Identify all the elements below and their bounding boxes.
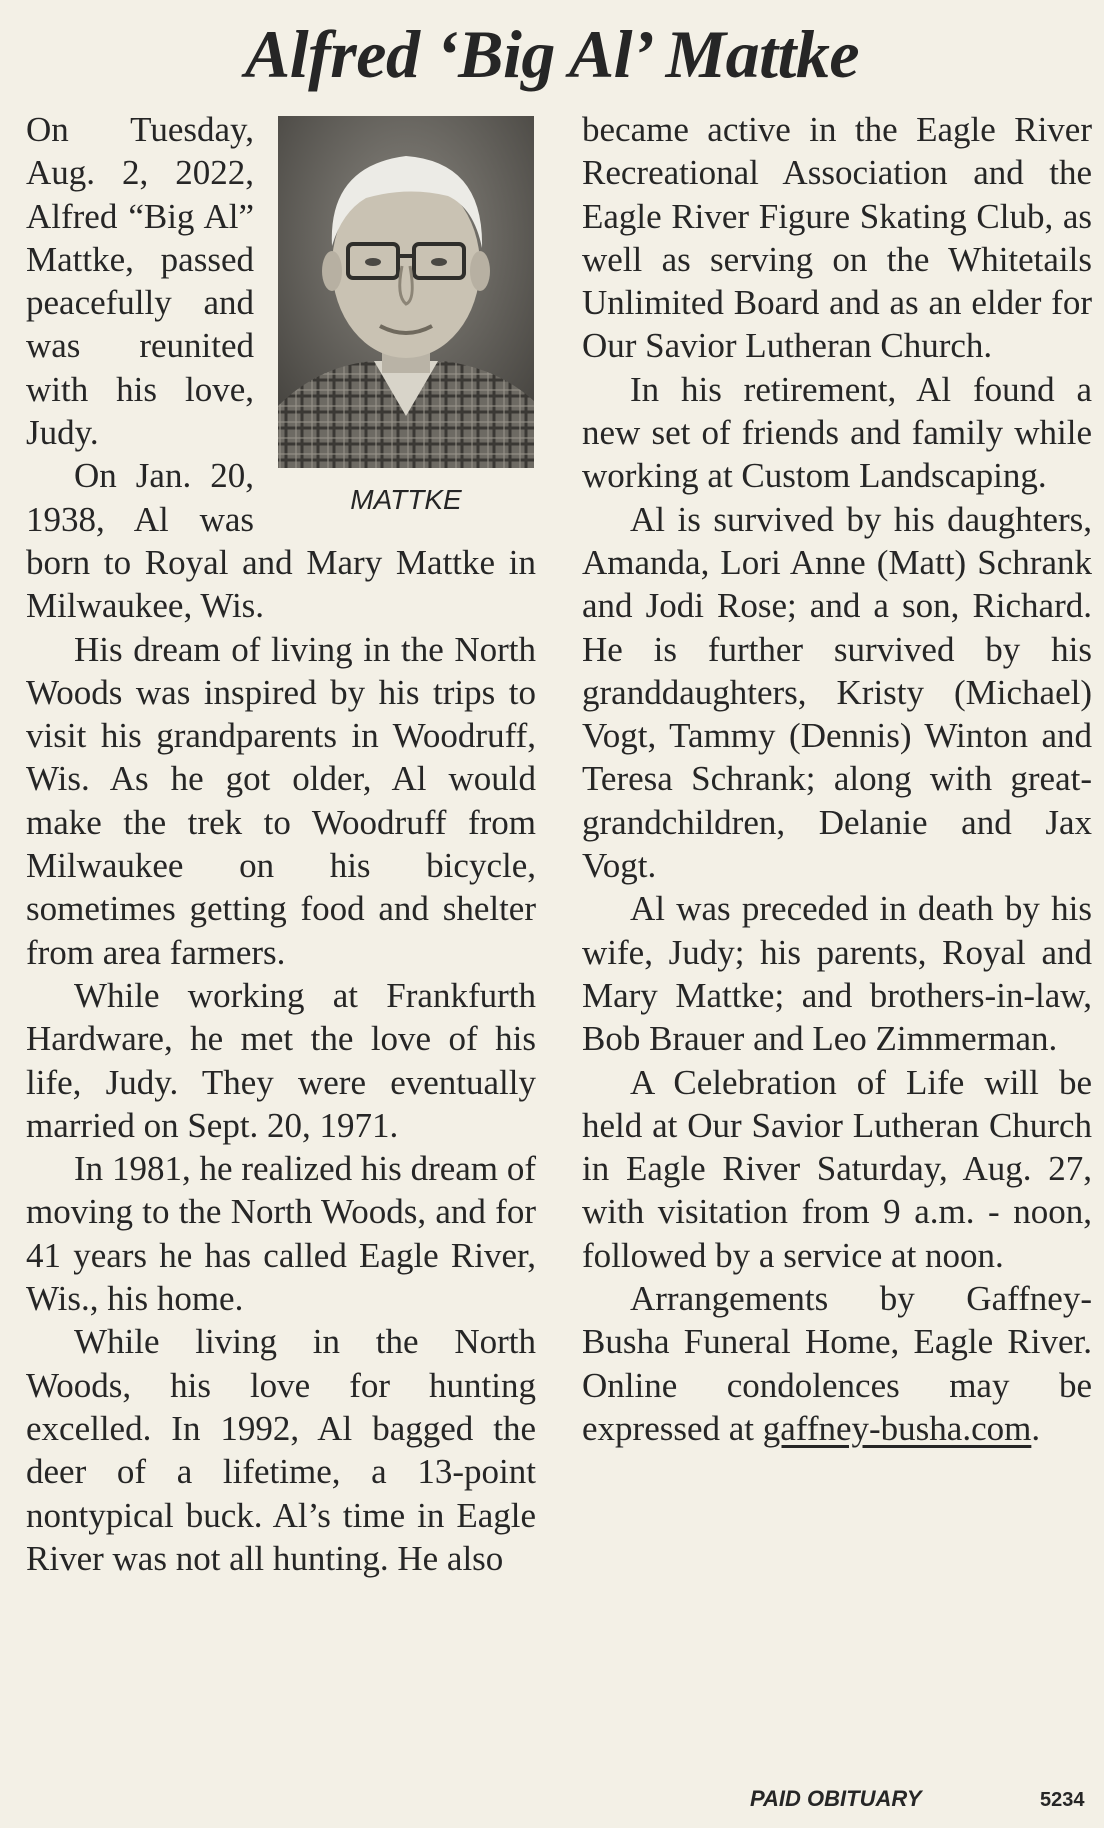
website-link[interactable]: gaffney-busha.com [762, 1408, 1032, 1448]
paid-obituary-label: PAID OBITUARY [750, 1786, 922, 1811]
paragraph: On Tuesday, Aug. 2, 2022, Alfred “Big Al” Mattke, passed peacefully and was reunited with his love, Judy. [26, 110, 254, 453]
paragraph: On Jan. 20, 1938, Al was born to Royal and Mary Mattke in Milwaukee, Wis. [26, 456, 536, 626]
paragraph-text: Arrangements by Gaffney-Busha Funeral Home, Eagle River. Online condolences may be expressed at [582, 1279, 1092, 1448]
paragraph: In 1981, he realized his dream of moving to the North Woods, and for 41 years he has called Eagle River, Wis., his home. [26, 1149, 536, 1319]
photo-block [278, 108, 536, 538]
right-column [582, 108, 1092, 1450]
paragraph: became active in the Eagle River Recreational Association and the Eagle River Figure Skating Club, as well as serving on the Whitetails Unlimited Board and as an elder for Our Savior Lutheran Church. [582, 110, 1092, 366]
paragraph: A Celebration of Life will be held at Our Savior Lutheran Church in Eagle River Saturday, Aug. 27, with visitation from 9 a.m. - noon, followed by a service at noon. [582, 1062, 1092, 1275]
paragraph: In his retirement, Al found a new set of friends and family while working at Custom Landscaping. [582, 369, 1092, 496]
obituary-title: Alfred ‘Big Al’ Mattke [244, 16, 860, 92]
left-column [26, 108, 536, 1580]
photo-caption: MATTKE [350, 484, 462, 515]
paragraph: Al is survived by his daughters, Amanda, Lori Anne (Matt) Schrank and Jodi Rose; and a son, Richard. He is further survived by his granddaughters, Kristy (Michael) Vogt, Tammy (Dennis) Winton and Teresa Schrank; along with great-grandchildren, Delanie and Jax Vogt. [582, 499, 1092, 886]
portrait-illustration [278, 116, 534, 468]
portrait-photo [278, 116, 534, 468]
paragraph: While working at Frankfurth Hardware, he met the love of his life, Judy. They were eventually married on Sept. 20, 1971. [26, 975, 536, 1145]
website-suffix: . [1031, 1408, 1041, 1448]
paragraph: While living in the North Woods, his love for hunting excelled. In 1992, Al bagged the deer of a lifetime, a 13-point nontypical buck. Al’s time in Eagle River was not all hunting. He also [26, 1322, 536, 1578]
paragraph: Al was preceded in death by his wife, Judy; his parents, Royal and Mary Mattke; and brothers-in-law, Bob Brauer and Leo Zimmerman. [582, 889, 1092, 1059]
paragraph: His dream of living in the North Woods was inspired by his trips to visit his grandparents in Woodruff, Wis. As he got older, Al would make the trek to Woodruff from Milwaukee on his bicycle, sometimes getting food and shelter from area farmers. [26, 629, 536, 972]
ad-code: 5234 [1040, 1789, 1085, 1811]
paragraph [582, 1277, 1092, 1450]
